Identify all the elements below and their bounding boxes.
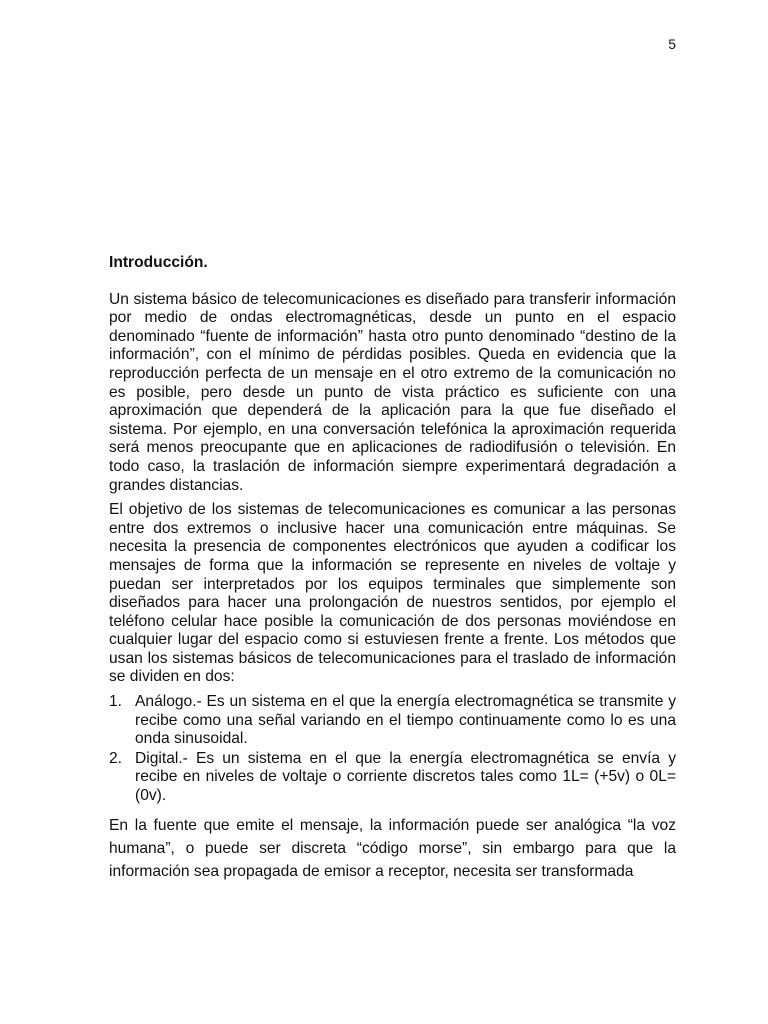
list-item-analog: [109, 693, 676, 749]
document-body: [109, 254, 676, 889]
paragraph-intro: Un sistema básico de telecomunicaciones es diseñado para transferir información por medio de ondas electromagnéticas, desde un punto en el espacio denominado “fuente de información” hasta otro punto denominado “destino de la información”, con el mínimo de pérdidas posibles. Queda en evidencia que la reproducción perfecta de un mensaje en el otro extremo de la comunicación no es posible, pero desde un punto de vista práctico es suficiente con una aproximación que dependerá de la aplicación para la que fue diseñado el sistema. Por ejemplo, en una conversación telefónica la aproximación requerida será menos preocupante que en aplicaciones de radiodifusión o televisión. En todo caso, la traslación de información siempre experimentará degradación a grandes distancias.: [109, 290, 676, 494]
page-number: 5: [668, 36, 676, 52]
paragraph-source: En la fuente que emite el mensaje, la información puede ser analógica “la voz humana”, o puede ser discreta “código morse”, sin embargo para que la información sea propagada de emisor a receptor, necesita ser transformada: [109, 816, 676, 880]
section-heading: Introducción.: [109, 254, 208, 271]
list-item-digital: [109, 750, 676, 806]
list-item-text: Digital.- Es un sistema en el que la energía electromagnética se envía y recibe en niveles de voltaje o corriente discretos tales como 1L= (+5v) o 0L= (0v).: [135, 749, 676, 805]
list-number: 2.: [109, 749, 123, 767]
list-number: 1.: [109, 693, 123, 711]
paragraph-objective: El objetivo de los sistemas de telecomunicaciones es comunicar a las personas entre dos extremos o inclusive hacer una comunicación entre máquinas. Se necesita la presencia de componentes electrónicos que ayuden a codificar los mensajes de forma que la información se represente en niveles de voltaje y puedan ser interpretados por los equipos terminales que simplemente son diseñados para hacer una prolongación de nuestros sentidos, por ejemplo el teléfono celular hace posible la comunicación de dos personas moviéndose en cualquier lugar del espacio como si estuviesen frente a frente. Los métodos que usan los sistemas básicos de telecomunicaciones para el traslado de información se dividen en dos:: [109, 501, 676, 686]
methods-list: [109, 693, 676, 806]
list-item-text: Análogo.- Es un sistema en el que la energía electromagnética se transmite y recibe como una señal variando en el tiempo continuamente como lo es una onda sinusoidal.: [135, 693, 676, 748]
